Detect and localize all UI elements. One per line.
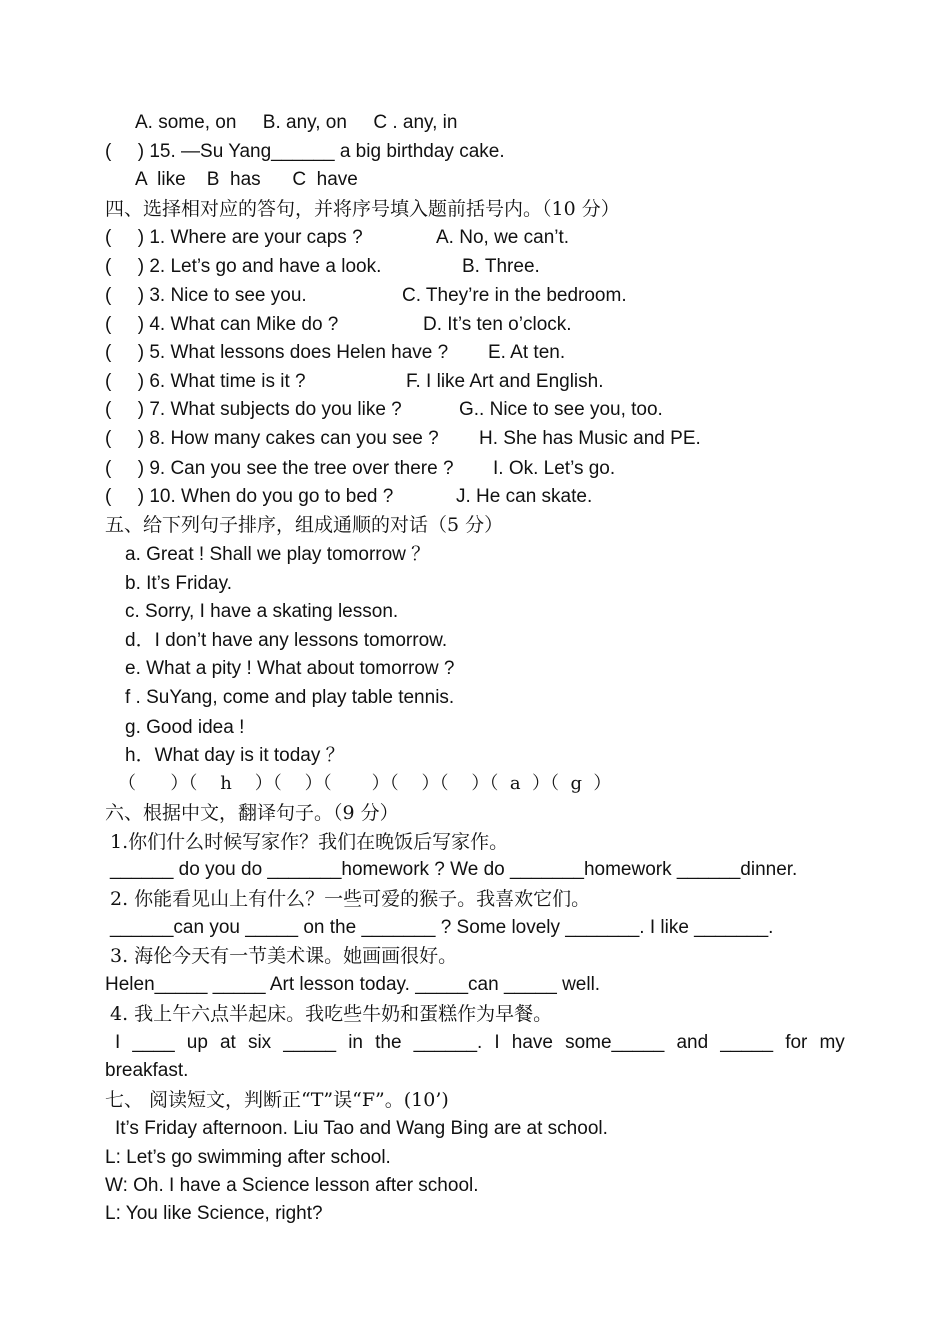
section5-sentence: a. Great ! Shall we play tomorrow ？ [125, 544, 431, 565]
q4-word: _____ [283, 1032, 337, 1053]
section4-answer: A. No, we can’t. [436, 227, 570, 248]
q4-word: at [219, 1032, 236, 1053]
q15-stem: ( ) 15. —Su Yang______ a big birthday cake. [105, 141, 505, 162]
section4-heading: 四、选择相对应的答句，并将序号填入题前括号内。（10 分） [105, 198, 620, 220]
section4-question: ( ) 6. What time is it ? [105, 371, 306, 392]
q14-options: A. some, on B. any, on C . any, in [135, 112, 458, 133]
section7-heading: 七、 阅读短文，判断正“T”误“F”。(10’) [105, 1089, 449, 1111]
section6-q4-blanks [115, 1030, 845, 1056]
section4-answer: C. They’re in the bedroom. [402, 285, 627, 306]
section4-question: ( ) 5. What lessons does Helen have ? [105, 342, 449, 363]
q4-word: in [348, 1032, 363, 1053]
section6-q1-blanks: ______ do you do _______homework ? We do _______homework ______dinner. [110, 859, 798, 880]
q4-word: ______. [413, 1032, 483, 1053]
section6-q3-chinese: 3. 海伦今天有一节美术课。她画画很好。 [110, 945, 458, 967]
section5-sentence: e. What a pity ! What about tomorrow ? [125, 658, 455, 679]
section5-sentence: d．I don’t have any lessons tomorrow. [125, 630, 448, 651]
section4-question: ( ) 8. How many cakes can you see ? [105, 428, 439, 449]
section4-answer: H. She has Music and PE. [479, 428, 701, 449]
q4-word: the [375, 1032, 402, 1053]
section5-sentence: b. It’s Friday. [125, 573, 232, 594]
section4-question: ( ) 4. What can Mike do ? [105, 314, 339, 335]
section4-question: ( ) 1. Where are your caps ? [105, 227, 363, 248]
q4-word: I [115, 1032, 121, 1053]
section5-sentence: f . SuYang, come and play table tennis. [125, 687, 455, 708]
q4-word: my [819, 1032, 845, 1053]
section4-question: ( ) 3. Nice to see you. [105, 285, 307, 306]
q4-word: up [186, 1032, 208, 1053]
q4-word: and [676, 1032, 709, 1053]
section6-q3-blanks: Helen_____ _____ Art lesson today. _____can _____ well. [105, 974, 601, 995]
section4-answer: I. Ok. Let’s go. [493, 458, 616, 479]
q4-word: I [494, 1032, 500, 1053]
q4-word: six [247, 1032, 272, 1053]
section4-question: ( ) 10. When do you go to bed ? [105, 486, 394, 507]
section6-q4-chinese: 4. 我上午六点半起床。我吃些牛奶和蛋糕作为早餐。 [110, 1003, 553, 1025]
section4-answer: J. He can skate. [456, 486, 593, 507]
section5-answer-row: （ ）（ h ）（ ）（ ）（ ）（ ）（ a ）（ g ） [118, 773, 612, 794]
section7-passage-line: W: Oh. I have a Science lesson after school. [105, 1175, 479, 1196]
q4-word: some_____ [565, 1032, 665, 1053]
section7-passage-line: L: Let’s go swimming after school. [105, 1147, 391, 1168]
section4-question: ( ) 7. What subjects do you like ? [105, 399, 402, 420]
section5-heading: 五、给下列句子排序，组成通顺的对话（5 分） [105, 514, 504, 536]
q4-word: _____ [720, 1032, 774, 1053]
section5-sentence: h．What day is it today ？ [125, 745, 345, 766]
section4-answer: F. I like Art and English. [406, 371, 604, 392]
q15-options: A like B has C have [135, 169, 358, 190]
section4-answer: E. At ten. [488, 342, 566, 363]
section6-q4-end: breakfast. [105, 1060, 189, 1081]
q4-word: for [785, 1032, 808, 1053]
section4-question: ( ) 9. Can you see the tree over there ? [105, 458, 454, 479]
section4-question: ( ) 2. Let’s go and have a look. [105, 256, 382, 277]
section4-answer: B. Three. [462, 256, 540, 277]
section5-sentence: g. Good idea ! [125, 717, 245, 738]
section5-sentence: c. Sorry, I have a skating lesson. [125, 601, 399, 622]
section6-q2-blanks: ______can you _____ on the _______ ? Some lovely _______. I like _______. [110, 917, 774, 938]
section4-answer: G.. Nice to see you, too. [459, 399, 663, 420]
section6-q1-chinese: 1.你们什么时候写家作？我们在晚饭后写家作。 [110, 831, 509, 853]
q4-word: have [511, 1032, 553, 1053]
section7-passage-line: It’s Friday afternoon. Liu Tao and Wang Bing are at school. [115, 1118, 608, 1139]
section4-answer: D. It’s ten o’clock. [423, 314, 572, 335]
section6-heading: 六、根据中文，翻译句子。（9 分） [105, 802, 399, 824]
section7-passage-line: L: You like Science, right? [105, 1203, 323, 1224]
q4-word: ____ [132, 1032, 175, 1053]
section6-q2-chinese: 2. 你能看见山上有什么？一些可爱的猴子。我喜欢它们。 [110, 888, 591, 910]
